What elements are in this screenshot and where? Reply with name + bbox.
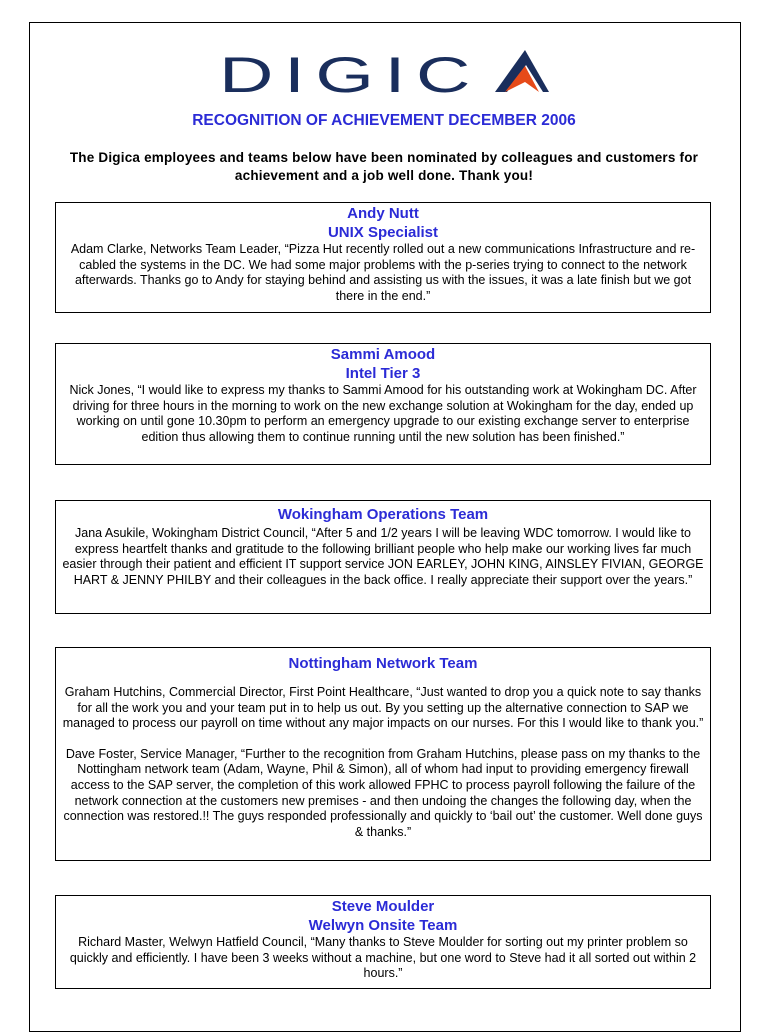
digica-logo-graphic	[219, 48, 549, 98]
nominee-role: Intel Tier 3	[345, 365, 421, 382]
svg-text:DIGIC: DIGIC	[219, 48, 481, 98]
intro-text: The Digica employees and teams below have been nominated by colleagues and customers for achievement and a job well done. Thank you!	[69, 150, 699, 183]
nomination-quote: Adam Clarke, Networks Team Leader, “Pizza Hut recently rolled out a new communications Infrastructure and re-cabled the systems in the DC. We had some major problems with the p-series trying to connect to the network afterwards. Thanks go to Andy for staying behind and assisting us with the issues, it was a late finish but we got there in the end.”	[70, 242, 696, 303]
nomination-box	[55, 647, 711, 861]
nomination-quote: Nick Jones, “I would like to express my thanks to Sammi Amood for his outstanding work at Wokingham DC. After driving for three hours in the morning to work on the new exchange solution at Wokingham for the day, ended up working on until gone 10.30pm to perform an emergency upgrade to our existing exchange server to enterprise edition thus allowing them to continue running until the new solution has been finished.”	[69, 383, 697, 444]
nomination-box	[55, 343, 711, 465]
digica-logo	[0, 48, 768, 98]
nominee-name: Steve Moulder	[331, 898, 435, 915]
nomination-quote: Graham Hutchins, Commercial Director, First Point Healthcare, “Just wanted to drop you a quick note to say thanks for all the work you and your team put in to help us out. By you setting up the alternative connection to SAP we managed to process our payroll on time without any major impacts on our nurses. For this I would like to thank you.”	[62, 685, 704, 731]
spacer	[60, 732, 706, 747]
nominee-role: Welwyn Onsite Team	[308, 917, 458, 934]
nomination-box	[55, 500, 711, 614]
nomination-box	[55, 895, 711, 989]
nominee-name: Andy Nutt	[347, 205, 419, 222]
nomination-quote: Jana Asukile, Wokingham District Council, “After 5 and 1/2 years I will be leaving WDC tomorrow. I would like to express heartfelt thanks and gratitude to the following brilliant people who help make our working lives far much easier through their patient and efficient IT support service JON EARLEY, JOHN KING, AINSLEY FIVIAN, GEORGE HART & JENNY PHILBY and their colleagues in the back office. I really appreciate their support over the years.”	[62, 526, 704, 587]
nominee-name: Sammi Amood	[330, 346, 436, 363]
nomination-box	[55, 202, 711, 313]
nomination-quote: Dave Foster, Service Manager, “Further to the recognition from Graham Hutchins, please pass on my thanks to the Nottingham network team (Adam, Wayne, Phil & Simon), all of whom had input to providing emergency firewall access to the SAP server, the completion of this work allowed FPHC to process payroll following the failure of the network connection at the customers new premises - and then undoing the changes the following day, when the connection was restored.!! The guys responded professionally and quickly to ‘bail out’ the customer. Well done guys & thanks.”	[63, 746, 703, 839]
nominee-name: Wokingham Operations Team	[277, 506, 489, 523]
nominee-name: Nottingham Network Team	[288, 655, 478, 672]
page-title: RECOGNITION OF ACHIEVEMENT DECEMBER 2006	[192, 112, 576, 129]
nomination-quote: Richard Master, Welwyn Hatfield Council, “Many thanks to Steve Moulder for sorting out my printer problem so quickly and efficiently. I have been 3 weeks without a machine, but one word to Steve had it all sorted out within 2 hours.”	[69, 935, 697, 981]
nominee-role: UNIX Specialist	[327, 224, 439, 241]
